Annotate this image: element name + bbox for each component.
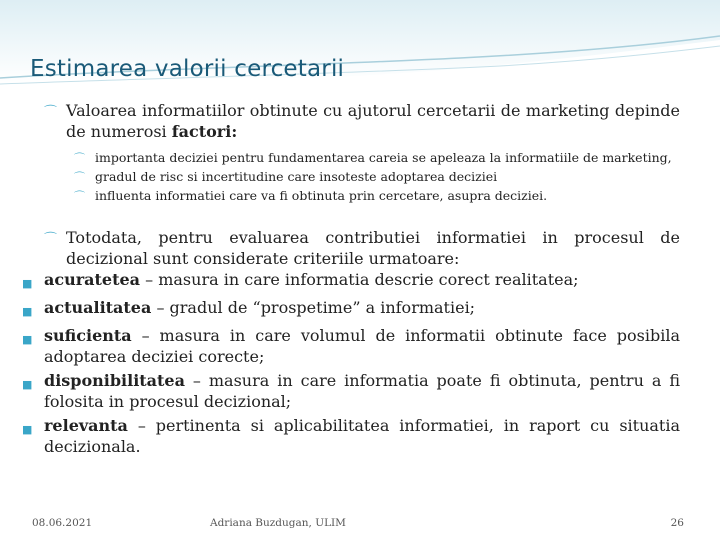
wave-bullet-icon: ⌒ bbox=[74, 171, 85, 184]
slide-content bbox=[22, 100, 680, 457]
factors-list bbox=[74, 150, 680, 205]
square-bullet-icon: ■ bbox=[22, 333, 33, 346]
intro-emphasis: factori: bbox=[171, 122, 238, 141]
square-bullet-icon: ■ bbox=[22, 277, 33, 290]
list-item: ■ actualitatea – gradul de “prospetime” a informatiei; bbox=[22, 297, 680, 322]
intro-bullet bbox=[44, 100, 680, 142]
footer-date: 08.06.2021 bbox=[32, 517, 93, 529]
list-item: ■ disponibilitatea – masura in care informatia poate fi obtinuta, pentru a fi folosita in procesul decizional; bbox=[22, 371, 680, 411]
criteria-list bbox=[22, 269, 680, 457]
page-title: Estimarea valorii cercetarii bbox=[30, 56, 345, 82]
intro-text: Valoarea informatiilor obtinute cu ajutorul cercetarii de marketing depinde de numerosi bbox=[66, 101, 680, 141]
square-bullet-icon: ■ bbox=[22, 423, 33, 436]
header-wave-decoration bbox=[0, 0, 720, 110]
list-item: ⌒ gradul de risc si incertitudine care insoteste adoptarea deciziei bbox=[74, 169, 498, 184]
list-item: ■ relevanta – pertinenta si aplicabilitatea informatiei, in raport cu situatia decizionala. bbox=[22, 416, 680, 456]
list-item: ⌒ importanta deciziei pentru fundamentarea careia se apeleaza la informatiile de marketing, bbox=[74, 150, 672, 165]
criteria-intro-bullet: ⌒ Totodata, pentru evaluarea contributiei informatiei in procesul de decizional sunt considerate criteriile urmatoare: bbox=[44, 228, 680, 268]
list-item: ⌒ influenta informatiei care va fi obtinuta prin cercetare, asupra deciziei. bbox=[74, 188, 548, 203]
list-item: ■ suficienta – masura in care volumul de informatii obtinute face posibila adoptarea deciziei corecte; bbox=[22, 326, 680, 366]
page-number: 26 bbox=[670, 517, 684, 529]
square-bullet-icon: ■ bbox=[22, 378, 33, 391]
footer-author: Adriana Buzdugan, ULIM bbox=[210, 517, 346, 529]
wave-bullet-icon: ⌒ bbox=[44, 232, 58, 247]
list-item: ■ acuratetea – masura in care informatia descrie corect realitatea; bbox=[22, 269, 680, 294]
wave-bullet-icon: ⌒ bbox=[44, 105, 58, 120]
wave-bullet-icon: ⌒ bbox=[74, 152, 85, 165]
wave-bullet-icon: ⌒ bbox=[74, 190, 85, 203]
square-bullet-icon: ■ bbox=[22, 305, 33, 318]
